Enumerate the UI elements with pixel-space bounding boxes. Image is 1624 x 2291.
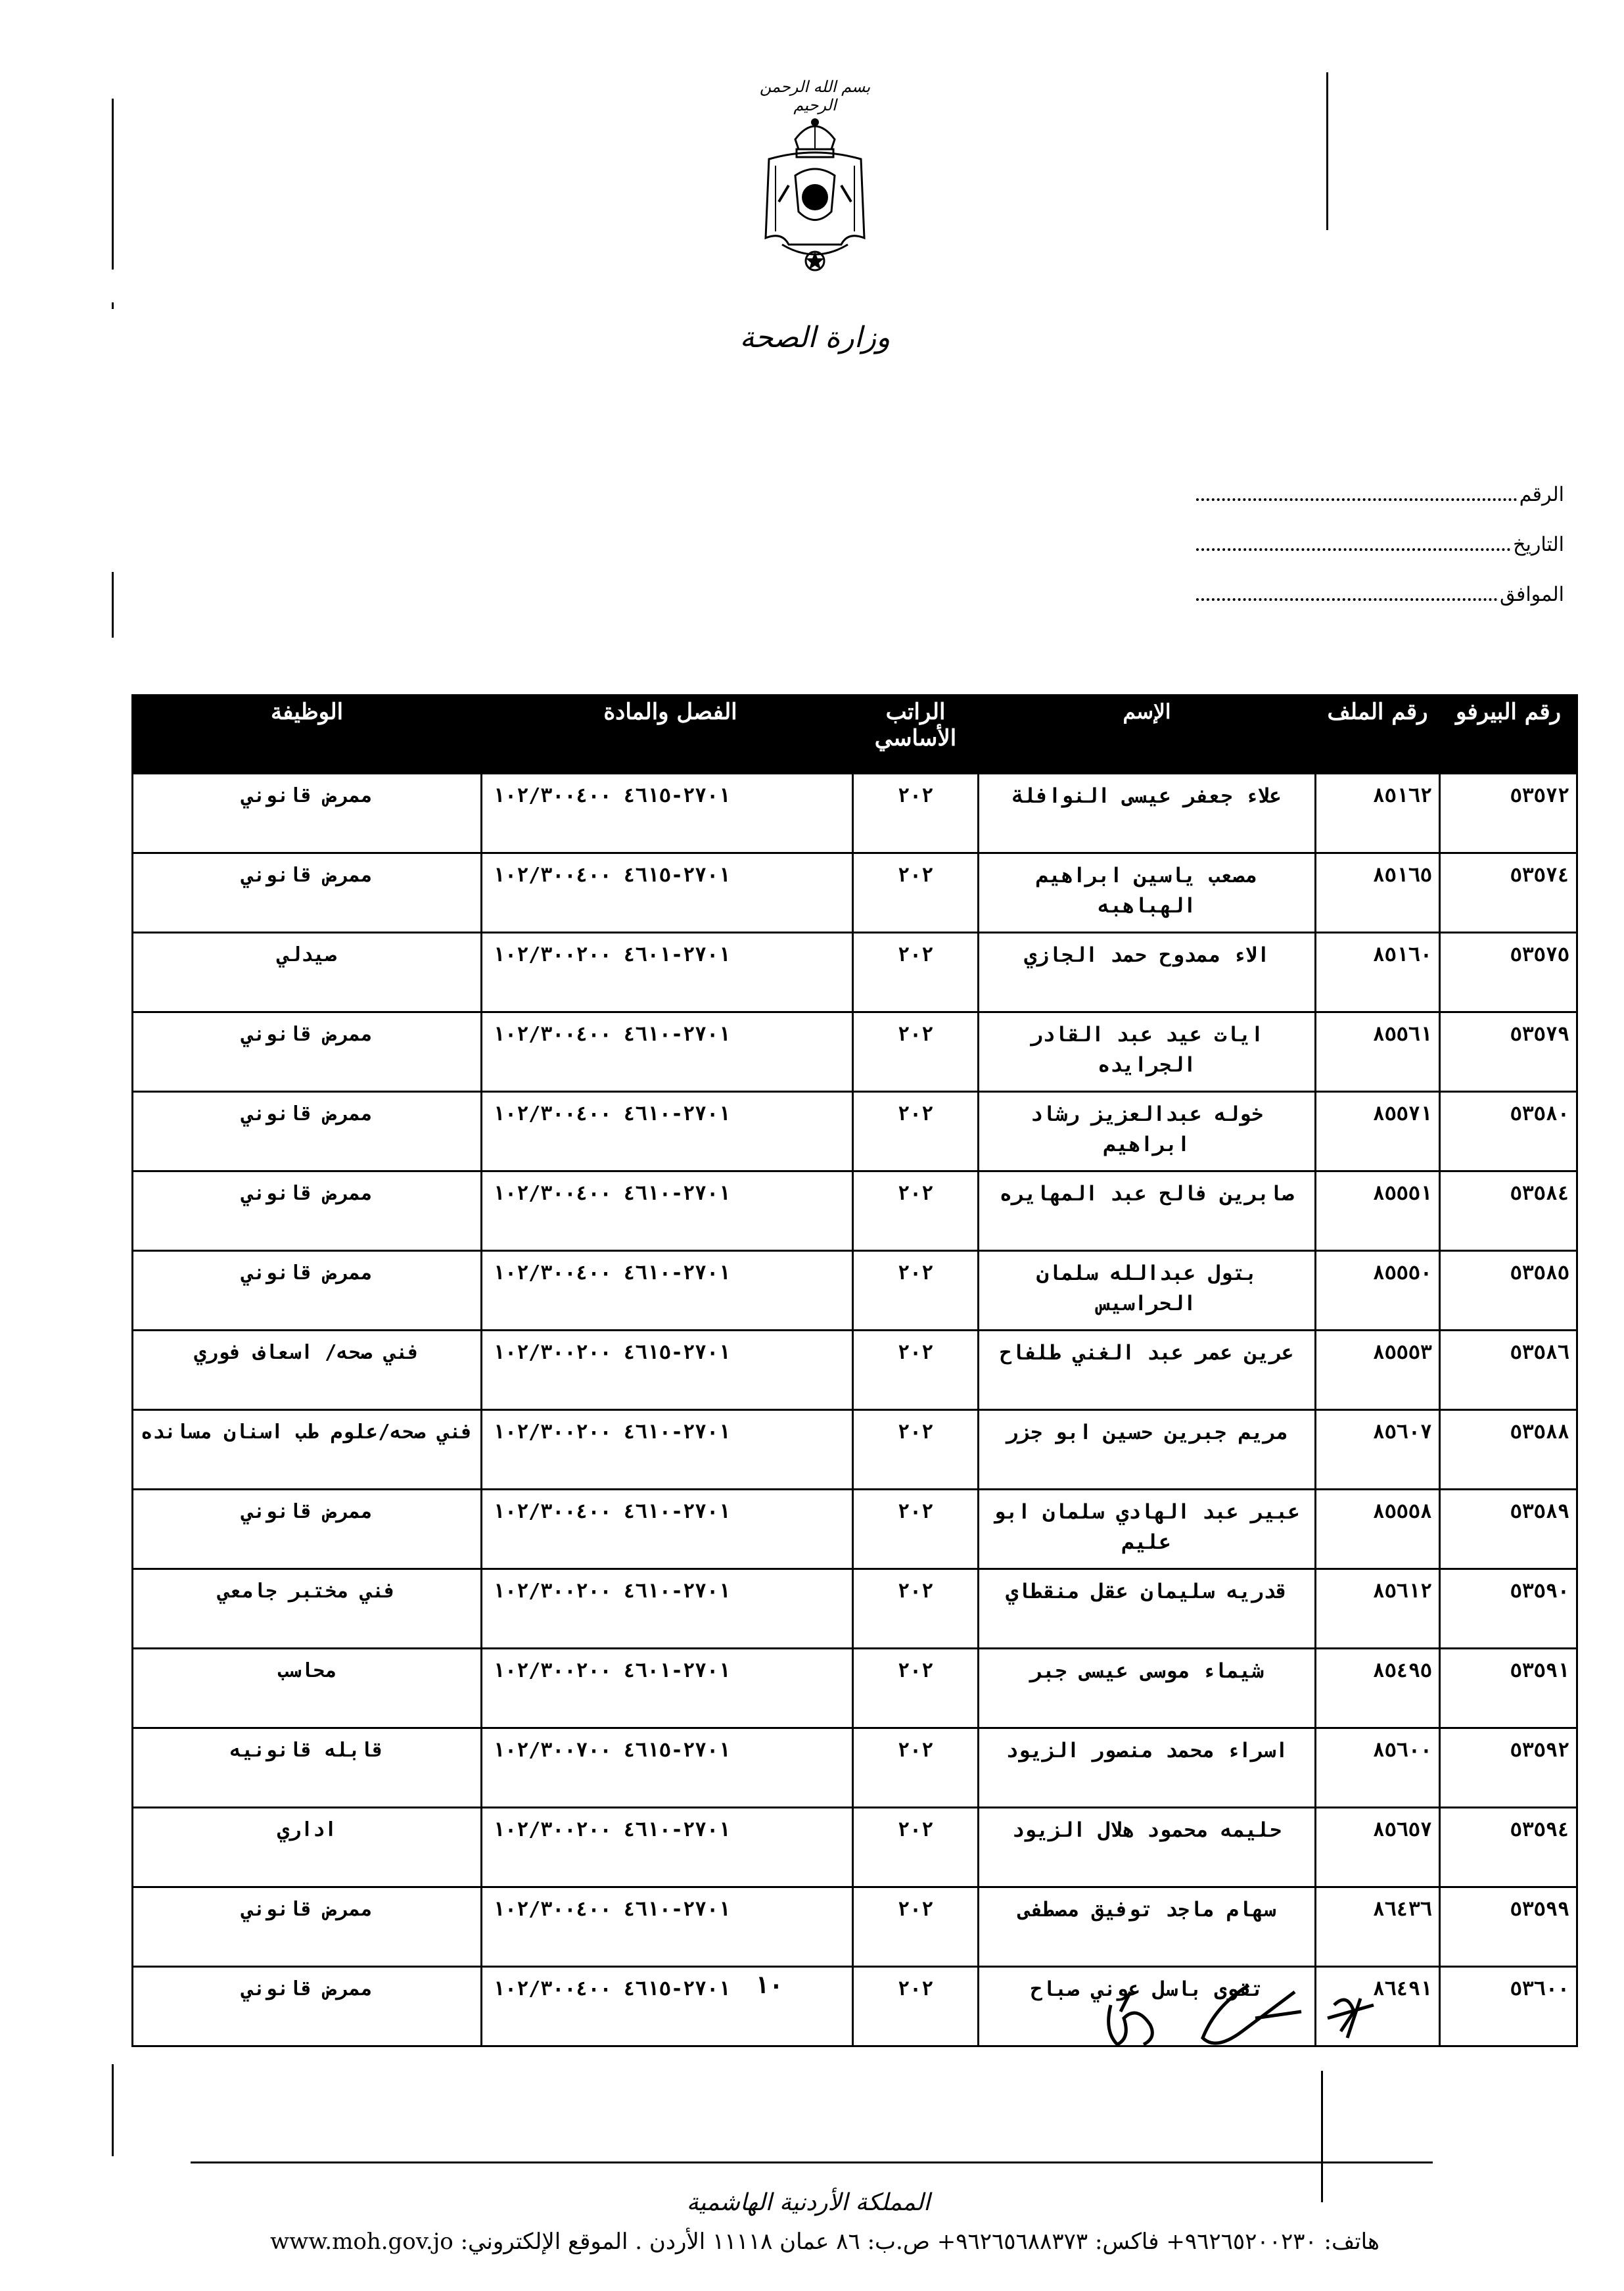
chapter-article-cell: ٢٧٠١-٤٦١٥ ١٠٢/٣٠٠٤٠٠	[482, 1967, 853, 2046]
footer-country: المملكة الأردنية الهاشمية	[686, 2189, 931, 2216]
table-row	[133, 1490, 1577, 1569]
table-row	[133, 1728, 1577, 1808]
registration-no-cell: ٥٣٥٧٤	[1440, 853, 1577, 933]
basic-salary-cell: ٢٠٢	[853, 1649, 979, 1728]
job-cell: ممرض قانوني	[133, 774, 482, 853]
basic-salary-cell: ٢٠٢	[853, 1251, 979, 1331]
job-cell: فني صحه/علوم طب اسنان مسانده	[133, 1410, 482, 1490]
job-cell: ممرض قانوني	[133, 1490, 482, 1569]
registration-no-cell: ٥٣٥٩٢	[1440, 1728, 1577, 1808]
file-no-cell: ٨٦٤٩١	[1316, 1967, 1440, 2046]
header-basic-salary: الراتب الأساسي	[853, 696, 979, 774]
file-no-cell: ٨٥٦٠٧	[1316, 1410, 1440, 1490]
basic-salary-cell: ٢٠٢	[853, 774, 979, 853]
table-row	[133, 1410, 1577, 1490]
chapter-article-cell: ٢٧٠١-٤٦٠١ ١٠٢/٣٠٠٢٠٠	[482, 933, 853, 1012]
registration-no-cell: ٥٣٥٨٨	[1440, 1410, 1577, 1490]
job-cell: ممرض قانوني	[133, 1092, 482, 1171]
ministry-name: وزارة الصحة	[739, 321, 891, 354]
chapter-article-cell: ٢٧٠١-٤٦١٥ ١٠٢/٣٠٠٤٠٠	[482, 853, 853, 933]
header-name: الإسم	[979, 696, 1316, 774]
table-row	[133, 1569, 1577, 1649]
registration-no-cell: ٥٣٥٩٩	[1440, 1887, 1577, 1967]
reference-date-field	[1196, 523, 1564, 556]
table-row	[133, 933, 1577, 1012]
basic-salary-cell: ٢٠٢	[853, 1808, 979, 1887]
left-margin-line	[112, 99, 114, 270]
registration-no-cell: ٥٣٥٩١	[1440, 1649, 1577, 1728]
basic-salary-cell: ٢٠٢	[853, 1410, 979, 1490]
job-cell: ممرض قانوني	[133, 1012, 482, 1092]
job-cell: ممرض قانوني	[133, 1887, 482, 1967]
registration-no-cell: ٥٣٥٩٠	[1440, 1569, 1577, 1649]
basic-salary-cell: ٢٠٢	[853, 1171, 979, 1251]
header-registration-no: رقم البيرفو	[1440, 696, 1577, 774]
name-cell: ايات عيد عبد القادر الجرايده	[979, 1012, 1316, 1092]
job-cell: اداري	[133, 1808, 482, 1887]
name-cell: بتول عبدالله سلمان الحراسيس	[979, 1251, 1316, 1331]
file-no-cell: ٨٥٥٥٠	[1316, 1251, 1440, 1331]
file-no-cell: ٨٥١٦٠	[1316, 933, 1440, 1012]
job-cell: صيدلي	[133, 933, 482, 1012]
chapter-article-cell: ٢٧٠١-٤٦١٥ ١٠٢/٣٠٠٢٠٠	[482, 1331, 853, 1410]
file-no-cell: ٨٥٥٥٣	[1316, 1331, 1440, 1410]
basic-salary-cell: ٢٠٢	[853, 1728, 979, 1808]
header-chapter-article: الفصل والمادة	[482, 696, 853, 774]
basic-salary-cell: ٢٠٢	[853, 1331, 979, 1410]
chapter-article-cell: ٢٧٠١-٤٦١٥ ١٠٢/٣٠٠٤٠٠	[482, 774, 853, 853]
reference-corresponding-field	[1196, 573, 1564, 606]
table-row	[133, 1808, 1577, 1887]
file-no-cell: ٨٥٤٩٥	[1316, 1649, 1440, 1728]
registration-no-cell: ٥٣٥٩٤	[1440, 1808, 1577, 1887]
file-no-cell: ٨٥٥٥٨	[1316, 1490, 1440, 1569]
name-cell: عبير عبد الهادي سلمان ابو عليم	[979, 1490, 1316, 1569]
table-row	[133, 1092, 1577, 1171]
name-cell: مصعب ياسين ابراهيم الهباهبه	[979, 853, 1316, 933]
table-header-row	[133, 696, 1577, 774]
name-cell: حليمه محمود هلال الزيود	[979, 1808, 1316, 1887]
name-cell: مريم جبرين حسين ابو جزر	[979, 1410, 1316, 1490]
chapter-article-cell: ٢٧٠١-٤٦١٠ ١٠٢/٣٠٠٢٠٠	[482, 1569, 853, 1649]
header-job: الوظيفة	[133, 696, 482, 774]
chapter-article-cell: ٢٧٠١-٤٦١٠ ١٠٢/٣٠٠٤٠٠	[482, 1490, 853, 1569]
reference-number-label: الرقم	[1519, 483, 1564, 506]
reference-date-label: التاريخ	[1513, 533, 1564, 556]
basic-salary-cell: ٢٠٢	[853, 1569, 979, 1649]
registration-no-cell: ٥٣٥٧٥	[1440, 933, 1577, 1012]
name-cell: قدريه سليمان عقل منقطاي	[979, 1569, 1316, 1649]
chapter-article-cell: ٢٧٠١-٤٦١٥ ١٠٢/٣٠٠٧٠٠	[482, 1728, 853, 1808]
file-no-cell: ٨٥٥٥١	[1316, 1171, 1440, 1251]
chapter-article-cell: ٢٧٠١-٤٦١٠ ١٠٢/٣٠٠٤٠٠	[482, 1012, 853, 1092]
table-row	[133, 1887, 1577, 1967]
table-row	[133, 1012, 1577, 1092]
file-no-cell: ٨٥٥٦١	[1316, 1012, 1440, 1092]
table-row	[133, 853, 1577, 933]
basic-salary-cell: ٢٠٢	[853, 853, 979, 933]
job-cell: قابله قانونيه	[133, 1728, 482, 1808]
registration-no-cell: ٥٣٥٨٩	[1440, 1490, 1577, 1569]
chapter-article-cell: ٢٧٠١-٤٦١٠ ١٠٢/٣٠٠٤٠٠	[482, 1171, 853, 1251]
basic-salary-cell: ٢٠٢	[853, 933, 979, 1012]
chapter-article-cell: ٢٧٠١-٤٦١٠ ١٠٢/٣٠٠٤٠٠	[482, 1251, 853, 1331]
basic-salary-cell: ٢٠٢	[853, 1012, 979, 1092]
registration-no-cell: ٥٣٥٨٠	[1440, 1092, 1577, 1171]
registration-no-cell: ٥٣٥٧٩	[1440, 1012, 1577, 1092]
job-cell: ممرض قانوني	[133, 1967, 482, 2046]
job-cell: فني مختبر جامعي	[133, 1569, 482, 1649]
registration-no-cell: ٥٣٥٨٦	[1440, 1331, 1577, 1410]
table-row	[133, 1171, 1577, 1251]
table-row	[133, 774, 1577, 853]
left-margin-line	[112, 572, 114, 638]
chapter-article-cell: ٢٧٠١-٤٦١٠ ١٠٢/٣٠٠٤٠٠	[482, 1092, 853, 1171]
job-cell: ممرض قانوني	[133, 1171, 482, 1251]
job-cell: محاسب	[133, 1649, 482, 1728]
left-margin-line	[112, 2064, 114, 2156]
file-no-cell: ٨٥٦٥٧	[1316, 1808, 1440, 1887]
registration-no-cell: ٥٣٥٨٥	[1440, 1251, 1577, 1331]
name-cell: عرين عمر عبد الغني طلفاح	[979, 1331, 1316, 1410]
reference-corresponding-label: الموافق	[1499, 583, 1564, 606]
right-margin-line	[1321, 2071, 1323, 2202]
chapter-article-cell: ٢٧٠١-٤٦١٠ ١٠٢/٣٠٠٤٠٠	[482, 1887, 853, 1967]
right-margin-line	[1326, 72, 1328, 230]
footer-contact: هاتف: ٩٦٢٦٥٢٠٠٢٣٠+ فاكس: ٩٦٢٦٥٦٨٨٣٧٣+ ص.ب: ٨٦ عمان ١١١١٨ الأردن . الموقع الإلكتروني: www.moh.gov.jo	[270, 2229, 1380, 2255]
bismillah-text: بسم الله الرحمن الرحيم	[759, 78, 871, 114]
name-cell: علاء جعفر عيسى النوافلة	[979, 774, 1316, 853]
name-cell: صابرين فالح عبد المهايره	[979, 1171, 1316, 1251]
coat-of-arms-emblem	[749, 113, 881, 291]
left-margin-line	[112, 302, 114, 309]
name-cell: اسراء محمد منصور الزيود	[979, 1728, 1316, 1808]
reference-number-field	[1196, 473, 1564, 506]
name-cell: الاء ممدوح حمد الجازي	[979, 933, 1316, 1012]
chapter-article-cell: ٢٧٠١-٤٦١٠ ١٠٢/٣٠٠٢٠٠	[482, 1410, 853, 1490]
page-number: ١٠	[754, 1972, 783, 1999]
job-cell: فني صحه/ اسعاف فوري	[133, 1331, 482, 1410]
file-no-cell: ٨٥١٦٥	[1316, 853, 1440, 933]
job-cell: ممرض قانوني	[133, 1251, 482, 1331]
chapter-article-cell: ٢٧٠١-٤٦٠١ ١٠٢/٣٠٠٢٠٠	[482, 1649, 853, 1728]
registration-no-cell: ٥٣٥٧٢	[1440, 774, 1577, 853]
registration-no-cell: ٥٣٦٠٠	[1440, 1967, 1577, 2046]
table-row	[133, 1331, 1577, 1410]
basic-salary-cell: ٢٠٢	[853, 1967, 979, 2046]
file-no-cell: ٨٥٦٠٠	[1316, 1728, 1440, 1808]
file-no-cell: ٨٦٤٣٦	[1316, 1887, 1440, 1967]
table-row	[133, 1649, 1577, 1728]
handwritten-signatures	[1084, 1966, 1426, 2058]
basic-salary-cell: ٢٠٢	[853, 1887, 979, 1967]
name-cell: خوله عبدالعزيز رشاد ابراهيم	[979, 1092, 1316, 1171]
basic-salary-cell: ٢٠٢	[853, 1092, 979, 1171]
job-cell: ممرض قانوني	[133, 853, 482, 933]
chapter-article-cell: ٢٧٠١-٤٦١٠ ١٠٢/٣٠٠٢٠٠	[482, 1808, 853, 1887]
name-cell: تقوى باسل عوني صباح	[979, 1967, 1316, 2046]
name-cell: سهام ماجد توفيق مصطفى	[979, 1887, 1316, 1967]
file-no-cell: ٨٥١٦٢	[1316, 774, 1440, 853]
footer-rule	[191, 2161, 1433, 2163]
file-no-cell: ٨٥٦١٢	[1316, 1569, 1440, 1649]
name-cell: شيماء موسى عيسى جبر	[979, 1649, 1316, 1728]
file-no-cell: ٨٥٥٧١	[1316, 1092, 1440, 1171]
registration-no-cell: ٥٣٥٨٤	[1440, 1171, 1577, 1251]
table-row	[133, 1251, 1577, 1331]
basic-salary-cell: ٢٠٢	[853, 1490, 979, 1569]
employees-table	[131, 694, 1578, 2047]
header-file-no: رقم الملف	[1316, 696, 1440, 774]
